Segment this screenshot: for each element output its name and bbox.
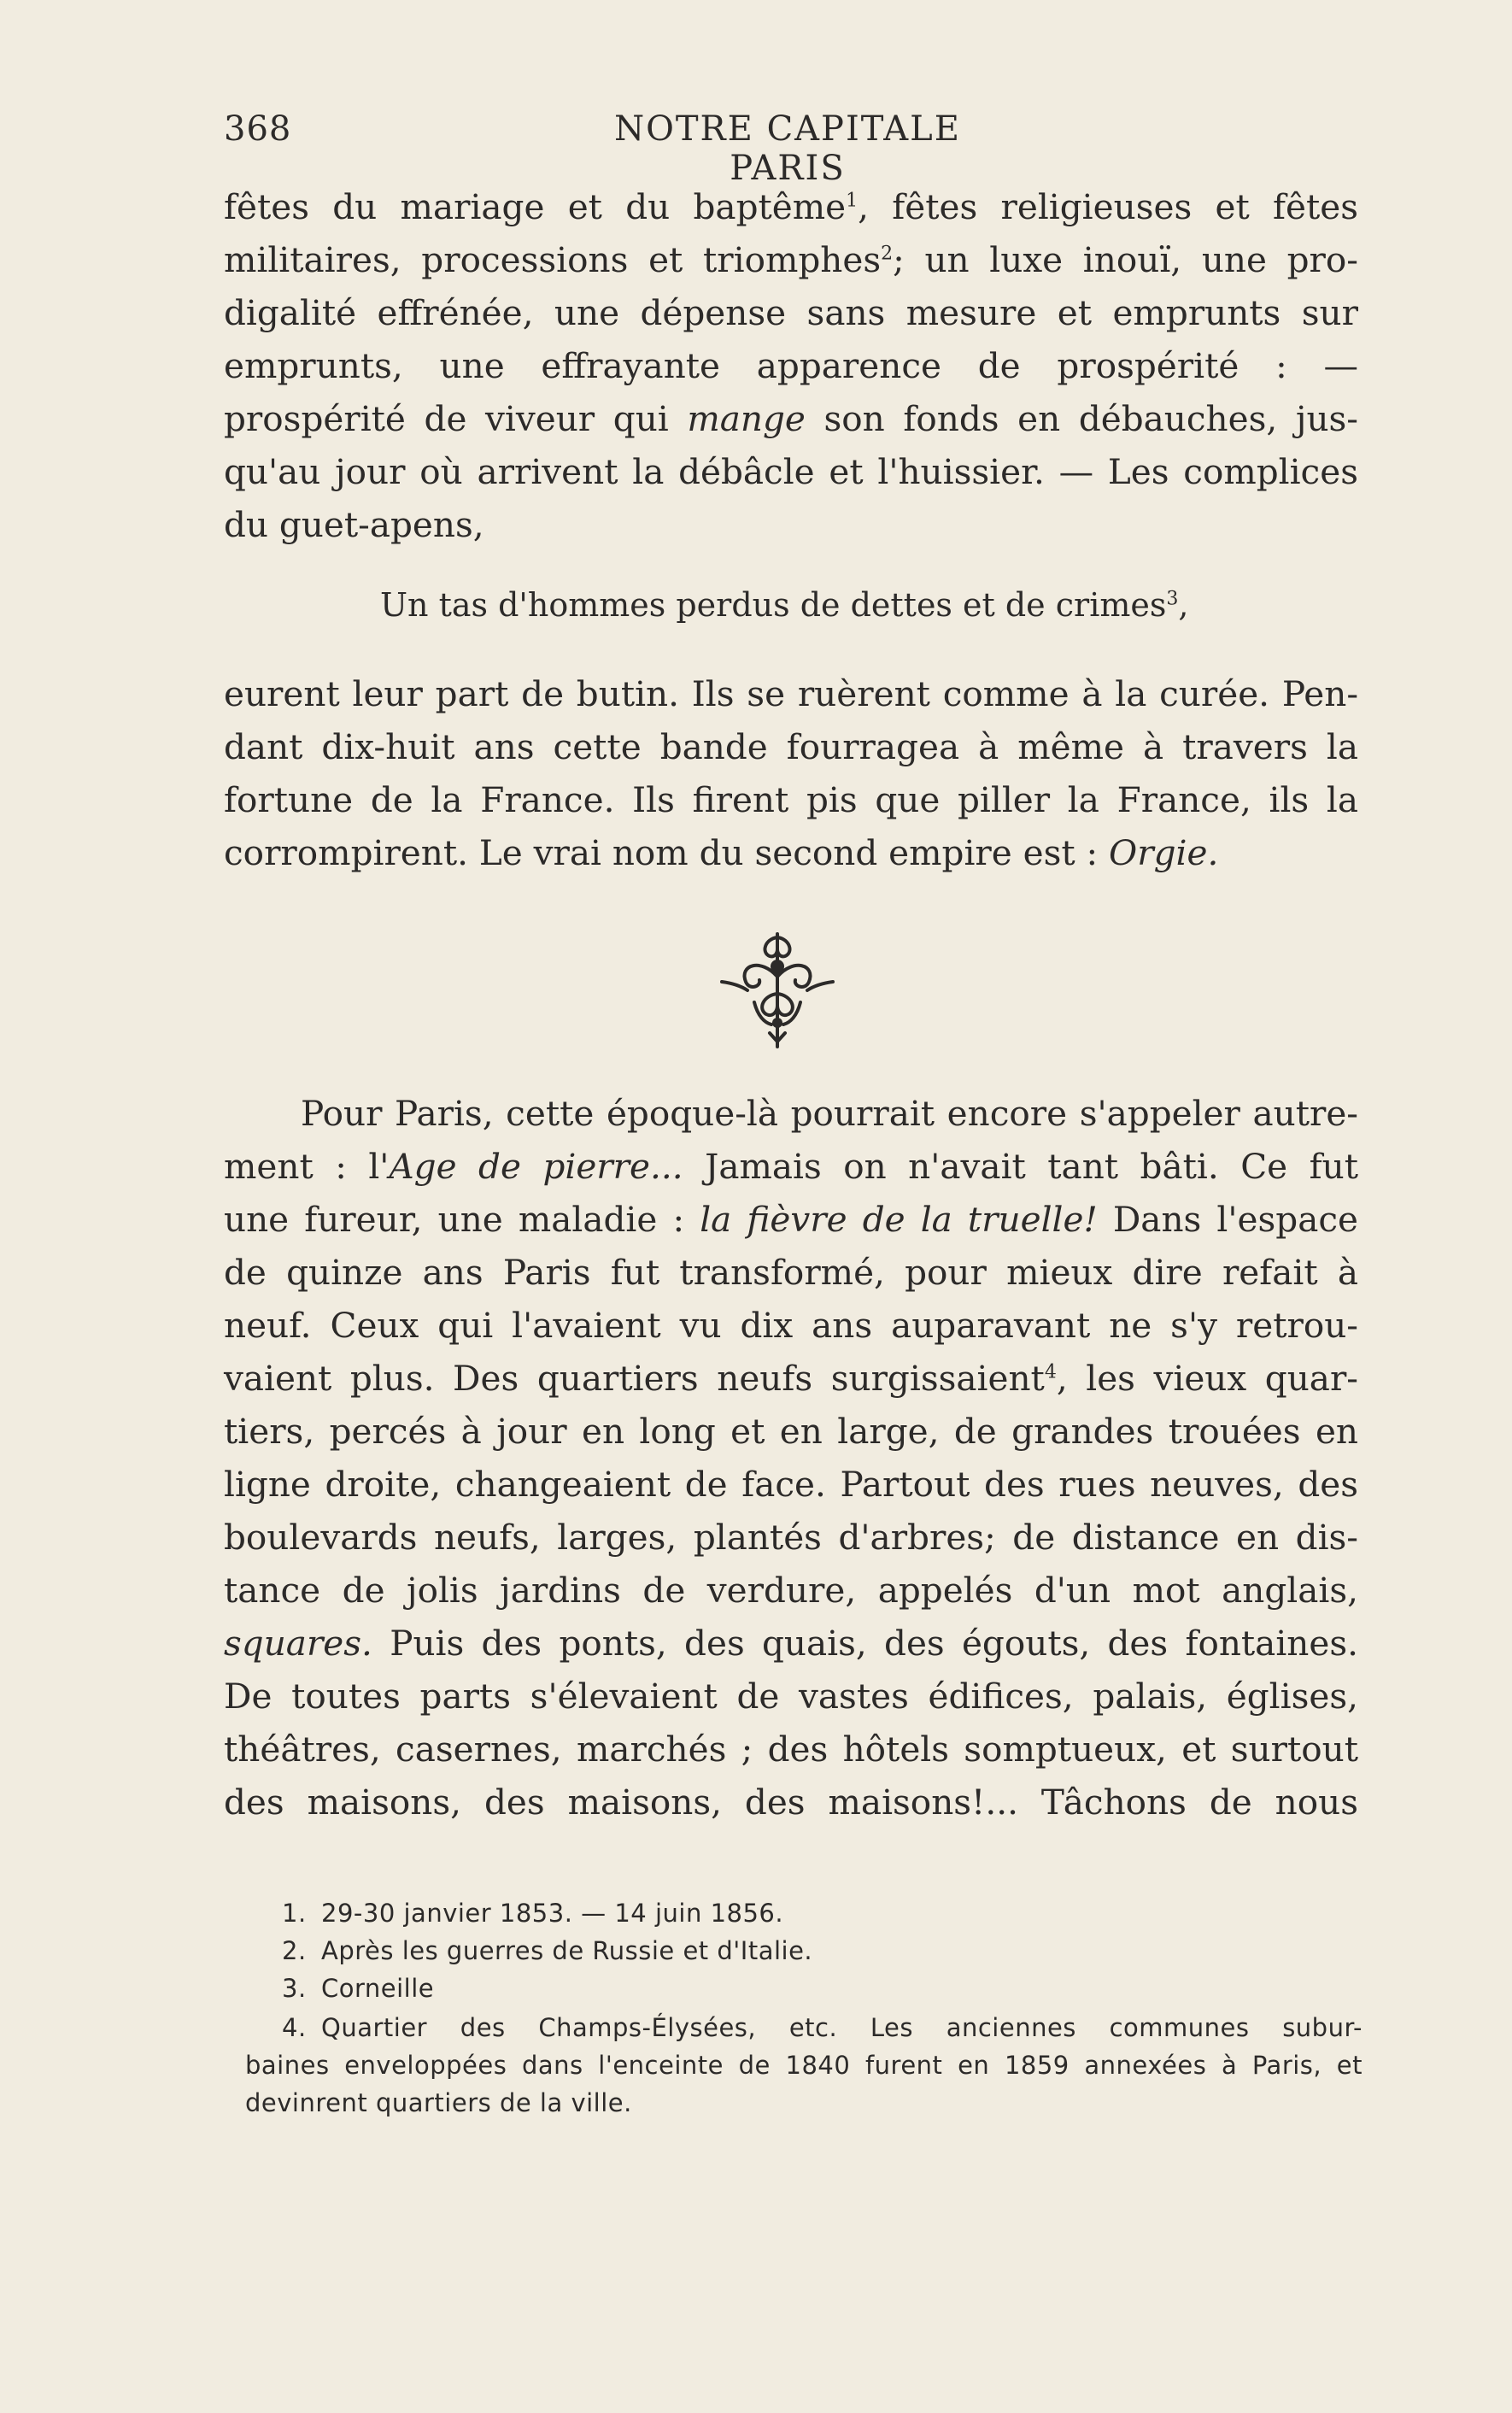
text-line: militaires, processions et triomphes$^2$; un luxe inouï, une pro- [224, 239, 1358, 280]
footnote-4-continued: baines enveloppées dans l'enceinte de 1840 furent en 1859 annexées à Paris, et [245, 2051, 1363, 2080]
text-line: ligne droite, changeaient de face. Partout des rues neuves, des [224, 1464, 1358, 1505]
footnote-4-continued: devinrent quartiers de la ville. [245, 2088, 632, 2117]
text-line: de quinze ans Paris fut transformé, pour mieux dire refait à [224, 1252, 1358, 1293]
footnote-ref[interactable]: 2 [881, 243, 894, 265]
verse-quotation: Un tas d'hommes perdus de dettes et de crimes$^3$, [380, 586, 1189, 624]
text-line: tance de jolis jardins de verdure, appelés d'un mot anglais, [224, 1570, 1358, 1611]
running-head [224, 109, 1368, 188]
fleuron-ornament-icon [713, 927, 841, 1051]
text-line: une fureur, une maladie : la fièvre de la truelle! Dans l'espace [224, 1199, 1358, 1240]
text-line: qu'au jour où arrivent la débâcle et l'huissier. — Les complices [224, 451, 1358, 492]
text-line: tiers, percés à jour en long et en large, de grandes trouées en [224, 1411, 1358, 1452]
footnote-1: 1. 29-30 janvier 1853. — 14 juin 1856. [282, 1899, 784, 1928]
page-number: 368 [224, 109, 292, 149]
text-line: boulevards neufs, larges, plantés d'arbres; de distance en dis- [224, 1517, 1358, 1558]
text-line: vaient plus. Des quartiers neufs surgissaient$^4$, les vieux quar- [224, 1358, 1358, 1399]
text-line: De toutes parts s'élevaient de vastes édifices, palais, églises, [224, 1676, 1358, 1717]
text-line: du guet-apens, [224, 504, 484, 545]
text-line: digalité effrénée, une dépense sans mesure et emprunts sur [224, 292, 1358, 333]
text-line: ment : l'Age de pierre... Jamais on n'avait tant bâti. Ce fut [224, 1146, 1358, 1187]
footnote-ref[interactable]: 1 [846, 190, 859, 212]
text-line: prospérité de viveur qui mange son fonds en débauches, jus- [224, 398, 1358, 439]
text-line: des maisons, des maisons, des maisons!... Tâchons de nous [224, 1782, 1358, 1823]
footnote-3: 3. Corneille [282, 1974, 435, 2003]
text-line: neuf. Ceux qui l'avaient vu dix ans auparavant ne s'y retrou- [224, 1305, 1358, 1346]
text-line: fêtes du mariage et du baptême$^1$, fêtes religieuses et fêtes [224, 186, 1358, 227]
footnote-ref[interactable]: 4 [1044, 1361, 1057, 1383]
text-line: théâtres, casernes, marchés ; des hôtels somptueux, et surtout [224, 1729, 1358, 1770]
footnote-4: 4. Quartier des Champs-Élysées, etc. Les anciennes communes subur- [282, 2013, 1363, 2042]
text-line: eurent leur part de butin. Ils se ruèrent comme à la curée. Pen- [224, 673, 1358, 714]
text-line: squares. Puis des ponts, des quais, des égouts, des fontaines. [224, 1623, 1358, 1664]
text-line: corrompirent. Le vrai nom du second empire est : Orgie. [224, 832, 1219, 873]
text-line: emprunts, une effrayante apparence de prospérité : — [224, 345, 1358, 386]
text-line: dant dix-huit ans cette bande fourragea à même à travers la [224, 726, 1358, 767]
text-line: fortune de la France. Ils firent pis que piller la France, ils la [224, 779, 1358, 820]
running-title: NOTRE CAPITALE PARIS [614, 109, 961, 188]
footnote-2: 2. Après les guerres de Russie et d'Italie. [282, 1936, 813, 1965]
text-line: Pour Paris, cette époque-là pourrait encore s'appeler autre- [301, 1093, 1358, 1134]
footnote-ref[interactable]: 3 [1166, 588, 1179, 610]
